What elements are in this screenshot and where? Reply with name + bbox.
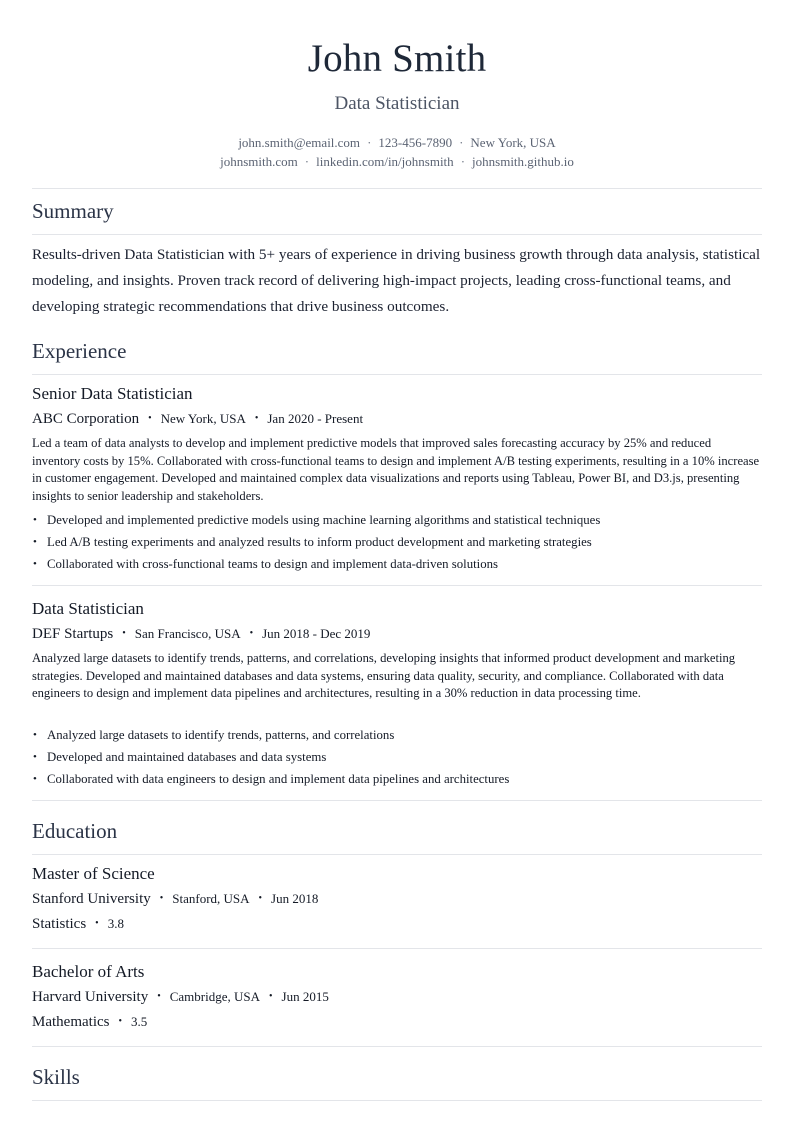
bullet-dot: • — [157, 991, 161, 1002]
education-meta — [32, 891, 318, 908]
bullet-dot: • — [33, 751, 37, 763]
separator: · — [304, 154, 310, 169]
list-item-text: Developed and implemented predictive models using machine learning algorithms and statistical techniques — [47, 513, 601, 527]
list-item — [32, 509, 762, 531]
school-location: Cambridge, USA — [169, 989, 261, 1004]
divider — [32, 800, 762, 801]
email-link[interactable]: john.smith@email.com — [238, 135, 361, 150]
summary-text: Results-driven Data Statistician with 5+ years of experience in driving business growth through data analysis, statistical modeling, and insights. Proven track record of delivering high-impact projects, leading cross-functional teams, and developing strategic recommendations that drive business outcomes. — [32, 246, 761, 315]
list-item-text: Collaborated with cross-functional teams to design and implement data-driven solutions — [47, 557, 498, 571]
location-text: New York, USA — [470, 135, 556, 150]
list-item-text: Analyzed large datasets to identify trends, patterns, and correlations — [47, 728, 395, 742]
bullet-dot: • — [269, 991, 273, 1002]
list-item-text: Developed and maintained databases and data systems — [47, 750, 327, 764]
school-name: Stanford University — [32, 891, 151, 907]
divider — [32, 234, 762, 235]
job-dates: Jan 2020 - Present — [267, 411, 364, 426]
divider — [32, 948, 762, 949]
bullet-dot: • — [118, 1016, 122, 1027]
bullet-dot: • — [258, 893, 263, 904]
gpa: 3.8 — [107, 916, 124, 931]
bullet-dot: • — [33, 558, 37, 570]
job-description: Analyzed large datasets to identify trends, patterns, and correlations, developing insights that informed product development and marketing strategies. Developed and maintained databases and data systems, ensuring data quality, security, and compliance. Collaborated with data engineers to design and implement data pipelines and architectures, resulting in a 30% reduction in data processing time. — [32, 651, 736, 701]
bullet-dot: • — [33, 514, 37, 526]
divider — [32, 374, 762, 375]
job-title: Senior Data Statistician — [32, 384, 193, 403]
education-meta — [32, 989, 329, 1006]
field-meta — [32, 1014, 147, 1031]
job-meta — [32, 411, 363, 428]
job-description: Led a team of data analysts to develop and implement predictive models that improved sales forecasting accuracy by 25% and reduced inventory costs by 15%. Collaborated with cross-functional teams to design and implement A/B testing experiments, resulting in a 10% increase in customer engagement. Developed and maintained complex data visualizations and reports using Tableau, Power BI, and D3.js, presenting insights to senior leadership and stakeholders. — [32, 436, 760, 503]
job-meta — [32, 626, 370, 643]
degree-title: Master of Science — [32, 864, 155, 883]
bullet-dot: • — [33, 773, 37, 785]
resume-title: Data Statistician — [334, 93, 460, 114]
website-link[interactable]: johnsmith.com — [220, 154, 298, 169]
contact-line-1 — [32, 135, 762, 151]
phone-text: 123-456-7890 — [378, 135, 453, 150]
bullet-dot: • — [148, 413, 152, 424]
graduation-date: Jun 2015 — [281, 989, 329, 1004]
separator: · — [460, 154, 466, 169]
section-title-education: Education — [32, 819, 118, 843]
bullet-dot: • — [249, 628, 254, 639]
divider — [32, 854, 762, 855]
job-title: Data Statistician — [32, 599, 144, 618]
bullet-dot: • — [33, 536, 37, 548]
job-location: New York, USA — [160, 411, 246, 426]
divider — [32, 1100, 762, 1101]
company-name: ABC Corporation — [32, 411, 140, 427]
github-link[interactable]: johnsmith.github.io — [472, 154, 574, 169]
job-bullets — [32, 724, 762, 790]
list-item — [32, 531, 762, 553]
divider — [32, 188, 762, 189]
bullet-dot: • — [33, 729, 37, 741]
school-location: Stanford, USA — [172, 891, 250, 906]
job-bullets — [32, 509, 762, 575]
bullet-dot: • — [254, 413, 259, 424]
school-name: Harvard University — [32, 989, 149, 1005]
field-of-study: Statistics — [32, 916, 87, 932]
section-title-experience: Experience — [32, 339, 127, 363]
section-title-skills: Skills — [32, 1065, 80, 1089]
separator: · — [367, 135, 372, 150]
job-dates: Jun 2018 - Dec 2019 — [262, 626, 371, 641]
company-name: DEF Startups — [32, 626, 114, 642]
list-item — [32, 768, 762, 790]
section-title-summary: Summary — [32, 199, 114, 223]
linkedin-link[interactable]: linkedin.com/in/johnsmith — [316, 154, 454, 169]
job-location: San Francisco, USA — [134, 626, 241, 641]
divider — [32, 1046, 762, 1047]
bullet-dot: • — [95, 918, 99, 929]
degree-title: Bachelor of Arts — [32, 962, 145, 981]
list-item — [32, 724, 762, 746]
list-item-text: Collaborated with data engineers to design and implement data pipelines and architectures — [47, 772, 510, 786]
separator: · — [459, 135, 464, 150]
resume-name: John Smith — [307, 37, 487, 80]
bullet-dot: • — [122, 628, 126, 639]
resume-page — [32, 0, 762, 1123]
contact-line-2 — [32, 154, 762, 170]
list-item — [32, 553, 762, 575]
gpa: 3.5 — [131, 1014, 148, 1029]
divider — [32, 585, 762, 586]
bullet-dot: • — [159, 893, 164, 904]
field-of-study: Mathematics — [32, 1014, 110, 1030]
graduation-date: Jun 2018 — [271, 891, 319, 906]
list-item — [32, 746, 762, 768]
list-item-text: Led A/B testing experiments and analyzed results to inform product development and marketing strategies — [47, 535, 592, 549]
field-meta — [32, 916, 124, 933]
